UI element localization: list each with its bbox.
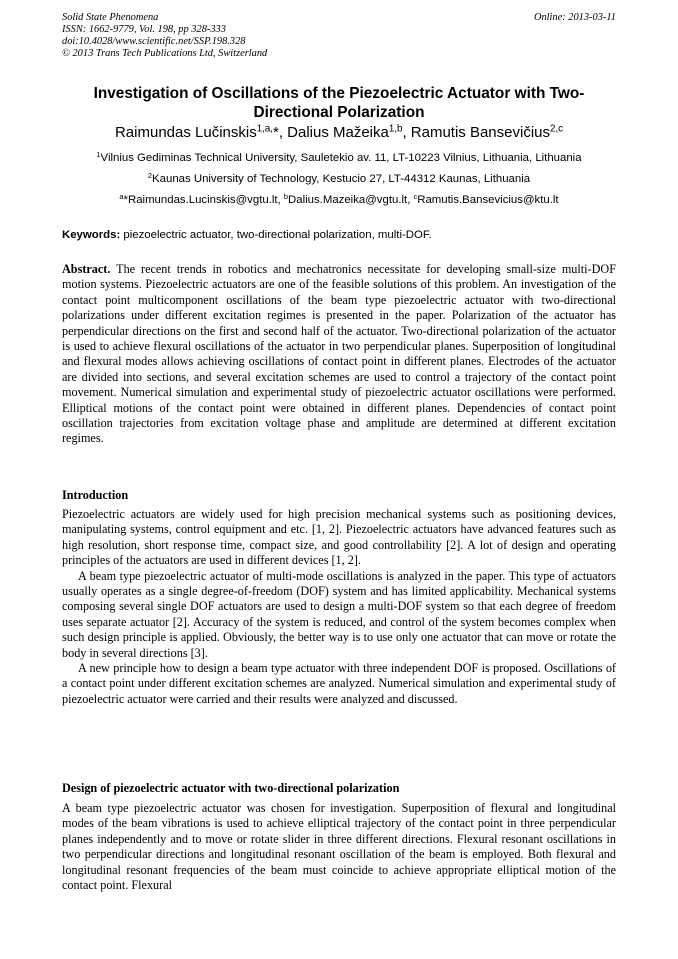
author-name: Dalius Mažeika [287,124,389,141]
affiliation-text: Vilnius Gediminas Technical University, Sauletekio av. 11, LT-10223 Vilnius, Lithuania, Lithuania [100,152,582,164]
design-body [62,801,616,893]
author-superscript: 1,a, [256,123,273,135]
author-superscript: 1,b [388,123,403,135]
affiliation-superscript: 2 [147,170,153,180]
abstract [62,262,616,447]
affiliation [62,151,616,165]
author-name: Ramutis Bansevičius [410,124,550,141]
paragraph: Piezoelectric actuators are widely used for high precision mechanical systems such as positioning devices, manipulating systems, control equipment and etc. [1, 2]. Piezoelectric actuators have advanced features such as high resolution, short response time, compact size, and good controllability [2]. A lot of design and operating principles of the actuators are used in different devices [1, 2]. [62,507,616,568]
journal-name: Solid State Phenomena [62,12,159,23]
email-line [62,193,616,207]
issn-line: ISSN: 1662-9779, Vol. 198, pp 328-333 [62,24,226,35]
author-name: Raimundas Lučinskis [114,124,257,141]
author-list: Raimundas Lučinskis$^{1,a,}$*, Dalius Mažeika$^{1,b}$, Ramutis Bansevičius$^{2,c}$ [114,123,564,141]
corresponding-mark: * [272,124,279,141]
abstract-label: Abstract. [62,262,111,276]
keywords-label: Keywords: [62,229,121,241]
affiliation-superscript: 1 [96,149,101,159]
email-superscript: b [283,191,289,201]
email-text: *Raimundas.Lucinskis@vgtu.lt, [123,194,284,206]
paragraph: A new principle how to design a beam type actuator with three independent DOF is proposed. Oscillations of a contact point under different excitation schemes are analyzed. Numerical simulation and experimental study of piezoelectric actuator were carried and their results were analyzed and discussed. [62,661,616,706]
paragraph: A beam type piezoelectric actuator of multi-mode oscillations is analyzed in the paper. This type of actuators usually operates as a single degree-of-freedom (DOF) system and has limited applicability. Mechanical systems composing several single DOF actuators are used to design a multi-DOF system so that each degree of freedom uses separate actuator [2]. Accuracy of the system is reduced, and control of the system becomes complex when such design principle is applied. Obviously, the better way is to use only one actuator that can move or rotate the body in several directions [3]. [62,568,616,660]
keywords-text: piezoelectric actuator, two-directional polarization, multi-DOF. [120,229,432,241]
author-superscript: 2,c [550,123,564,135]
doi-line: doi:10.4028/www.scientific.net/SSP.198.328 [62,36,246,47]
keywords [62,228,616,242]
copyright-line: © 2013 Trans Tech Publications Ltd, Switzerland [62,48,268,59]
section-heading-design: Design of piezoelectric actuator with two-directional polarization [62,781,400,795]
online-date: Online: 2013-03-11 [533,12,616,23]
email-text: Ramutis.Bansevicius@ktu.lt [417,194,559,206]
affiliation-text: Kaunas University of Technology, Kestucio 27, LT-44312 Kaunas, Lithuania [152,173,531,185]
email-text: Dalius.Mazeika@vgtu.lt, [288,194,414,206]
abstract-text: The recent trends in robotics and mechatronics necessitate for developing small-size multi-DOF motion systems. Piezoelectric actuators are one of the feasible solutions of this problem. An investigation of the contact point multicomponent oscillations of the beam type piezoelectric actuator with two-directional polarizations under different excitation regimes is presented in the paper. Polarization of the actuator has perpendicular directions on the first and second half of the actuator. Two-directional polarization of the actuator is used to achieve flexural oscillations of the actuator in two perpendicular planes. Superposition of longitudinal and flexural modes allows achieving oscillations of contact point in different planes. Electrodes of the actuator are divided into sections, and several excitation schemes are used to control a trajectory of the contact point movement. Numerical simulation and experimental study of piezoelectric actuator oscillations were performed. Elliptical motions of the contact point were obtained in different planes. Dependencies of contact point oscillation trajectories from excitation voltage phase and amplitude are determined at different excitation regimes. [62,262,616,446]
journal-header [62,12,267,60]
section-heading-introduction: Introduction [62,488,129,502]
paragraph: A beam type piezoelectric actuator was chosen for investigation. Superposition of flexural and longitudinal modes of the beam vibrations is used to achieve elliptical trajectory of the contact point in three perpendicular planes independently and to move or rotate slider in three different directions. Flexural resonant oscillations in two perpendicular directions and longitudinal resonant oscillation of the beam is employed. Both flexural and longitudinal resonant frequencies of the beam must coincide to achieve appropriate elliptical motion of the contact point. Flexural [62,801,616,893]
introduction-body [62,507,616,707]
email-superscript: c [413,191,418,201]
affiliation [62,172,616,186]
email-superscript: a [119,191,124,201]
paper-title: Investigation of Oscillations of the Piezoelectric Actuator with Two-Directional Polarization [93,85,585,121]
